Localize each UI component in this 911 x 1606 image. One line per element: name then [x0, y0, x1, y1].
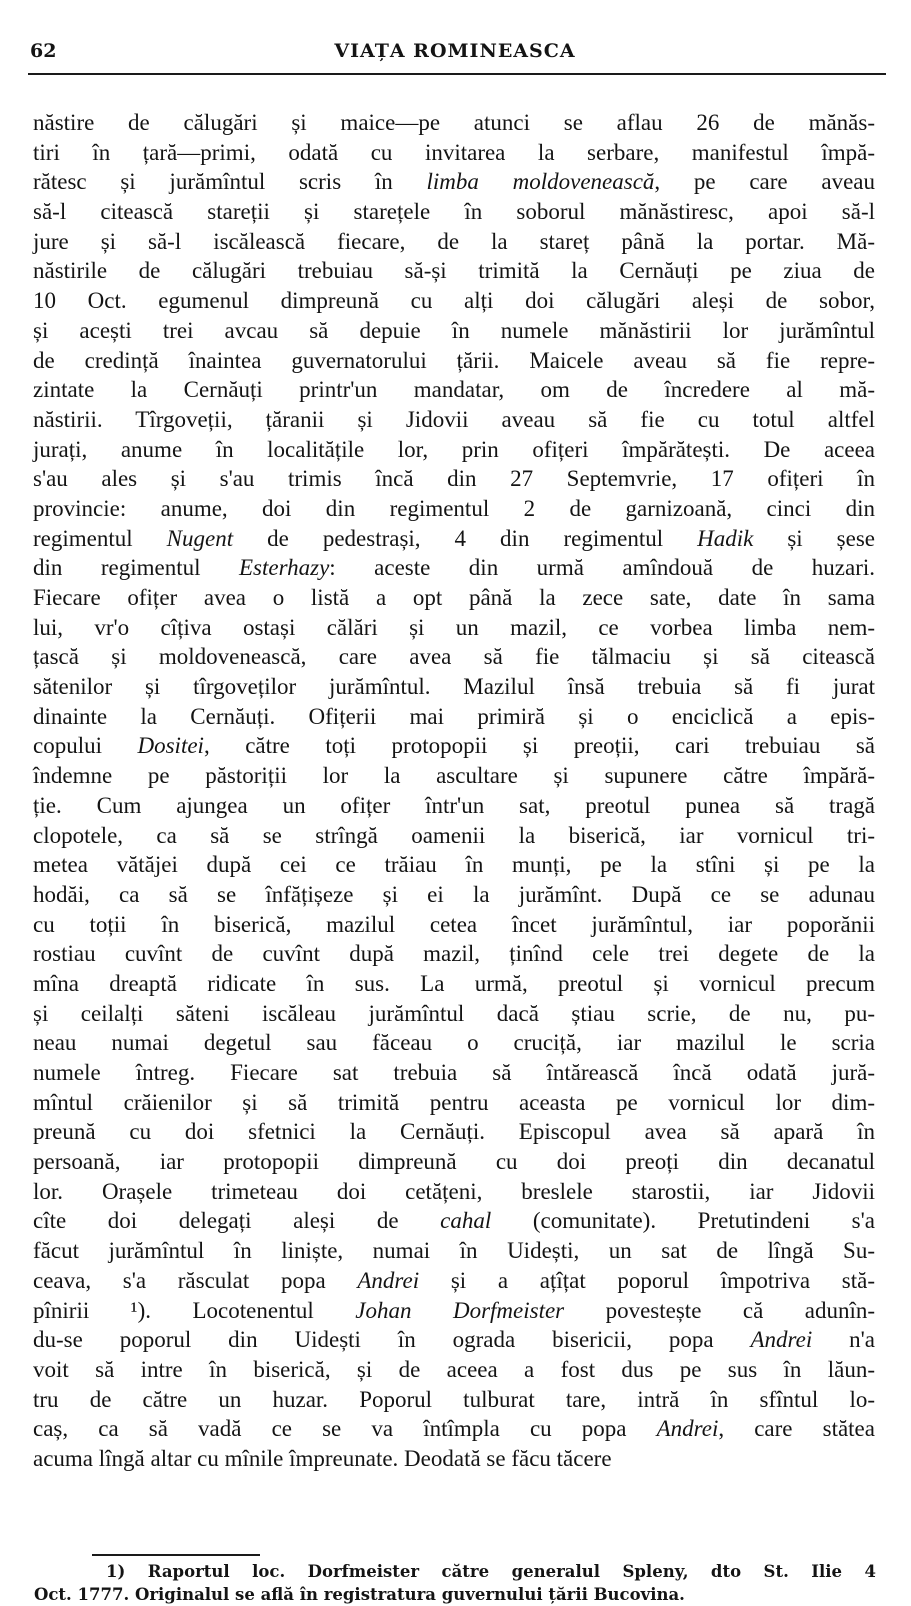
text-line: numele întreg. Fiecare sat trebuia să întărească încă odată jură-	[33, 1060, 875, 1085]
text-line: năstirii. Tîrgoveții, țăranii și Jidovii aveau să fie cu totul altfel	[33, 406, 875, 432]
text-line: lui, vr'o cîțiva ostași călări și un mazil, ce vorbea limba nem-	[33, 614, 875, 640]
italic-term: Johan Dorfmeister	[355, 1297, 565, 1323]
text-line: să-l citească stareții și starețele în soborul mănăstiresc, apoi să-l	[33, 199, 875, 225]
italic-term: Hadik	[697, 525, 754, 551]
text-line: hodăi, ca să se înfățișeze și ei la jurămînt. După ce se adunau	[33, 881, 875, 907]
body-text	[33, 108, 875, 1474]
text-line: cîte doi delegați aleși de cahal (comunitate). Pretutindeni s'a	[33, 1208, 875, 1234]
text-line: jure și să-l iscălească fiecare, de la stareț până la portar. Mă-	[33, 228, 875, 254]
text-line: ceava, s'a răsculat popa Andrei și a ațîțat poporul împotriva stă-	[33, 1267, 875, 1293]
text-line: tru de către un huzar. Poporul tulburat tare, intră în sfîntul lo-	[33, 1386, 875, 1412]
text-line: ție. Cum ajungea un ofițer într'un sat, preotul punea să tragă	[33, 792, 875, 818]
footnote-line: Oct. 1777. Originalul se află în registratura guvernului țării Bucovina.	[34, 1585, 685, 1604]
text-line: de credință înaintea guvernatorului țării. Maicele aveau să fie repre-	[33, 347, 875, 373]
italic-term: Nugent	[166, 525, 234, 551]
text-line: preună cu doi sfetnici la Cernăuți. Episcopul avea să apară în	[33, 1119, 875, 1145]
text-line: lor. Orașele trimeteau doi cetățeni, breslele starostii, iar Jidovii	[33, 1178, 875, 1204]
italic-term: Esterhazy	[238, 555, 330, 581]
text-line: tiri în țară—primi, odată cu invitarea la serbare, manifestul împă-	[33, 139, 875, 165]
text-line: și ceilalți săteni iscăleau jurămîntul dacă știau scrie, de nu, pu-	[33, 1000, 875, 1026]
text-line: zintate la Cernăuți printr'un mandatar, om de încredere al mă-	[33, 377, 875, 403]
text-line: năstire de călugări și maice—pe atunci se aflau 26 de mănăs-	[33, 110, 875, 135]
text-line: din regimentul Esterhazy: aceste din urmă amîndouă de huzari.	[33, 555, 875, 581]
text-line: năstirile de călugări trebuiau să-și trimită la Cernăuți pe ziua de	[33, 258, 875, 284]
text-line: metea vătăjei după cei ce trăiau în munți, pe la stîni și pe la	[33, 852, 875, 878]
italic-term: Andrei	[750, 1327, 813, 1353]
text-line: cu toții în biserică, mazilul cetea încet jurămîntul, iar poporănii	[33, 911, 875, 937]
text-line: caș, ca să vadă ce se va întîmpla cu popa Andrei, care stătea	[33, 1416, 875, 1442]
text-line: jurați, anume în localitățile lor, prin ofițeri împărătești. De aceea	[33, 436, 875, 462]
text-line: persoană, iar protopopii dimpreună cu doi preoți din decanatul	[33, 1149, 875, 1175]
italic-term: Andrei	[357, 1267, 420, 1293]
text-line: clopotele, ca să se strîngă oamenii la biserică, iar vornicul tri-	[33, 822, 875, 848]
text-line: și acești trei avcau să depuie în numele mănăstirii lor jurămîntul	[33, 317, 875, 343]
running-title: VIAȚA ROMINEASCA	[334, 40, 576, 62]
text-line: țască și moldovenească, care avea să fie tălmaciu și să citească	[33, 644, 875, 670]
text-line: mîntul crăienilor și să trimită pentru aceasta pe vornicul lor dim-	[33, 1089, 875, 1115]
text-line: acuma lîngă altar cu mînile împreunate. Deodată se făcu tăcere	[33, 1445, 612, 1471]
text-line: neau numai degetul sau făceau o cruciță, iar mazilul le scria	[33, 1030, 875, 1056]
text-line: dinainte la Cernăuți. Ofițerii mai primiră și o enciclică a epis-	[33, 703, 875, 729]
text-line: s'au ales și s'au trimis încă din 27 Septemvrie, 17 ofițeri în	[33, 466, 875, 492]
text-line: rostiau cuvînt de cuvînt după mazil, ținînd cele trei degete de la	[33, 941, 875, 967]
text-line: du-se poporul din Uidești în ograda bisericii, popa Andrei n'a	[33, 1327, 875, 1353]
text-line: mîna dreaptă ridicate în sus. La urmă, preotul și vornicul precum	[33, 970, 875, 996]
text-line: provincie: anume, doi din regimentul 2 de garnizoană, cinci din	[33, 495, 875, 521]
text-line: 10 Oct. egumenul dimpreună cu alți doi călugări aleși de sobor,	[33, 288, 875, 314]
text-line: sătenilor și tîrgoveților jurămîntul. Mazilul însă trebuia să fi jurat	[33, 674, 875, 700]
page-header	[30, 34, 880, 68]
text-line: făcut jurămîntul în liniște, numai în Uidești, un sat de lîngă Su-	[33, 1238, 875, 1264]
text-line: îndemne pe păstoriții lor la ascultare și supunere către împără-	[33, 763, 875, 789]
text-line: voit să intre în biserică, și de aceea a fost dus pe sus în lăun-	[33, 1356, 875, 1382]
footnotes	[34, 1560, 876, 1606]
text-line: Fiecare ofițer avea o listă a opt până la zece sate, date în sama	[33, 585, 875, 610]
footnote-line: 1) Raportul loc. Dorfmeister către generalul Spleny, dto St. Ilie 4	[106, 1562, 876, 1581]
text-line: regimentul Nugent de pedestrași, 4 din regimentul Hadik și șese	[33, 525, 876, 551]
italic-term: cahal	[440, 1208, 492, 1234]
text-line: copului Dositei, către toți protopopii și preoții, cari trebuiau să	[33, 733, 875, 759]
text-line: rătesc și jurămîntul scris în limba moldovenească, pe care aveau	[33, 169, 875, 195]
italic-term: Andrei	[656, 1416, 719, 1442]
italic-term: Dositei	[137, 733, 204, 759]
page-number: 62	[30, 40, 57, 62]
header-rule	[28, 73, 886, 75]
footnote-rule	[92, 1554, 260, 1556]
text-line: pînirii ¹). Locotenentul Johan Dorfmeister povestește că adunîn-	[33, 1297, 876, 1323]
italic-term: limba moldovenească	[426, 169, 655, 195]
